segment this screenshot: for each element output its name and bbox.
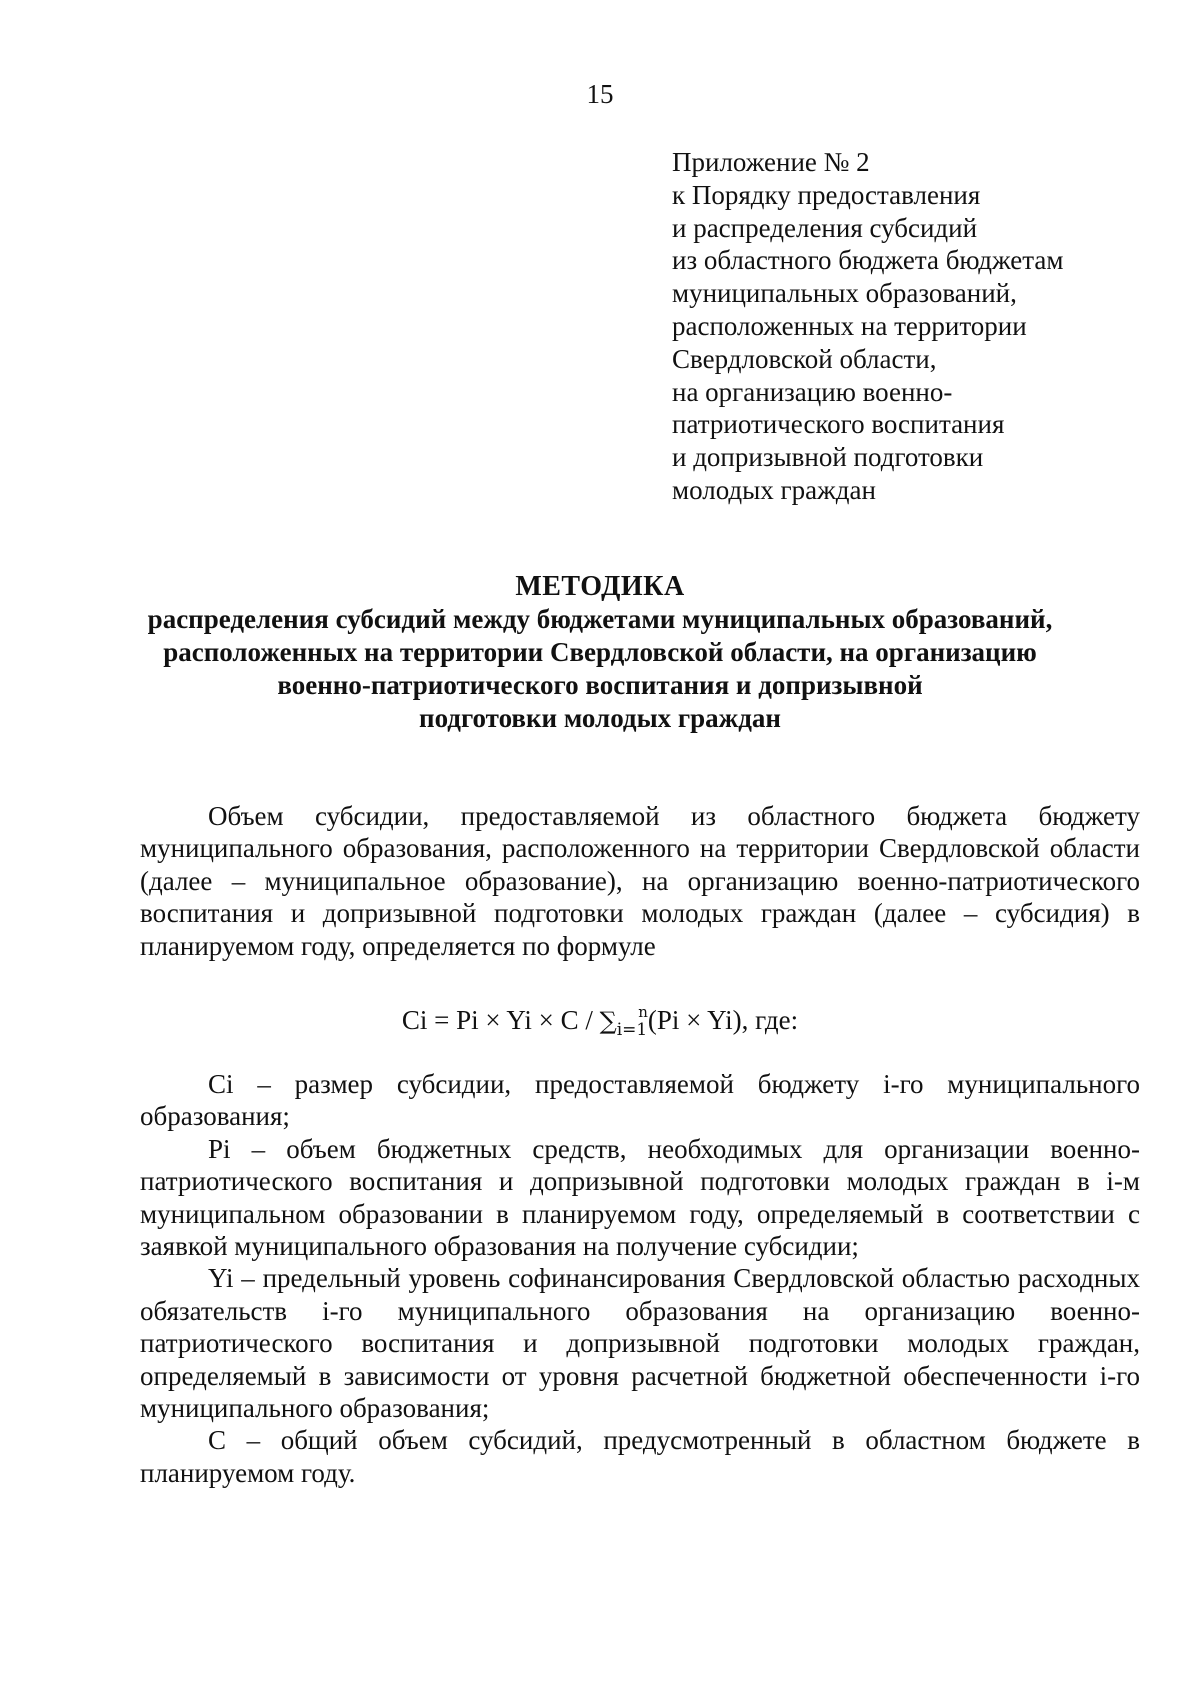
sum-symbol: ∑ [599, 1007, 617, 1035]
page-number: 15 [586, 79, 614, 109]
title-line: расположенных на территории Свердловской области, на организацию [163, 637, 1037, 667]
sum-lower-limit: i=1 [616, 1020, 648, 1040]
appendix-line: на организацию военно- [672, 376, 953, 407]
intro-section [140, 800, 1140, 962]
appendix-line: молодых граждан [672, 474, 876, 505]
title-line: подготовки молодых граждан [419, 703, 781, 733]
sum-upper-limit: n [638, 1003, 648, 1021]
appendix-line: к Порядку предоставления [672, 179, 981, 210]
definition-paragraph: C – общий объем субсидий, предусмотренный в областном бюджете в планируемом году. [140, 1425, 1140, 1488]
intro-paragraph: Объем субсидии, предоставляемой из областного бюджета бюджету муниципального образования, расположенного на территории Свердловской области (далее – муниципальное образование), на организацию военно-патриотического воспитания и допризывной подготовки молодых граждан (далее – субсидия) в планируемом году, определяется по формуле [140, 801, 1140, 961]
formula-left: Ci = Pi × Yi × C / [401, 1005, 600, 1035]
definition-paragraph: Yi – предельный уровень софинансирования Свердловской областью расходных обязательств i-го муниципального образования на организацию военно-патриотического воспитания и допризывной подготовки молодых граждан, определяемый в зависимости от уровня расчетной бюджетной обеспеченности i-го муниципального образования; [140, 1263, 1140, 1424]
appendix-line: и допризывной подготовки [672, 442, 984, 473]
appendix-line: Свердловской области, [672, 343, 937, 374]
definition-paragraph: Pi – объем бюджетных средств, необходимых для организации военно-патриотического воспитания и допризывной подготовки молодых граждан в i-м муниципальном образовании в планируемом году, определяемый в соответствии с заявкой муниципального образования на получение субсидии; [140, 1133, 1140, 1262]
appendix-line: и распределения субсидий [672, 212, 978, 243]
title-line: военно-патриотического воспитания и допризывной [277, 670, 923, 700]
appendix-line: расположенных на территории [672, 310, 1027, 341]
title-main: МЕТОДИКА [515, 571, 685, 602]
appendix-line: патриотического воспитания [672, 409, 1005, 440]
formula-right: (Pi × Yi), где: [647, 1005, 799, 1035]
document-title [100, 570, 1100, 735]
definitions-section [140, 1068, 1140, 1489]
appendix-line: из областного бюджета бюджетам [672, 245, 1064, 276]
appendix-line: Приложение № 2 [672, 147, 870, 177]
formula [0, 995, 1200, 1047]
title-line: распределения субсидий между бюджетами муниципальных образований, [147, 604, 1053, 634]
appendix-line: муниципальных образований, [672, 278, 1017, 309]
definition-paragraph: Ci – размер субсидии, предоставляемой бюджету i-го муниципального образования; [140, 1069, 1140, 1132]
appendix-note [672, 146, 1172, 507]
